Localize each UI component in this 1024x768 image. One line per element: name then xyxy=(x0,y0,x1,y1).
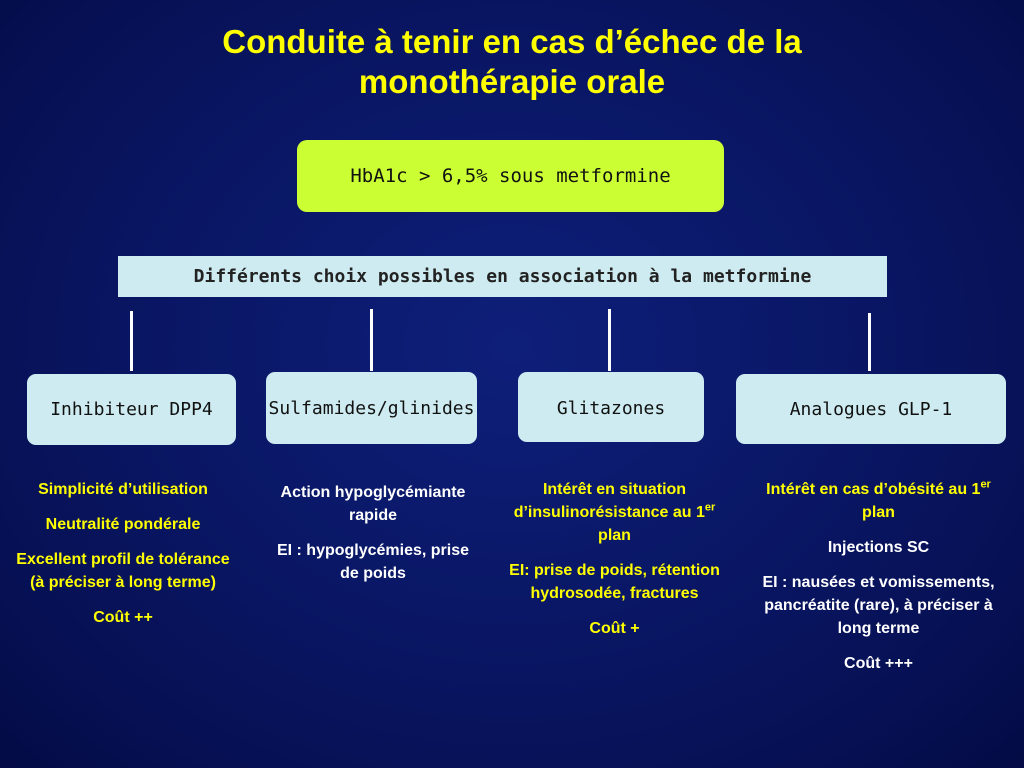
connector-line-sulfamides xyxy=(370,309,373,371)
slide-title-line-2: monothérapie orale xyxy=(358,63,666,100)
option-box-dpp4: Inhibiteur DPP4 xyxy=(27,374,236,445)
note-item: EI: prise de poids, rétention hydrosodée, fractures xyxy=(509,562,720,602)
notes-glp1 xyxy=(756,478,1001,687)
connector-line-glp1 xyxy=(868,313,871,371)
option-box-glp1: Analogues GLP-1 xyxy=(736,374,1006,444)
note-item: Action hypoglycémiante rapide xyxy=(280,484,466,524)
note-item: Neutralité pondérale xyxy=(45,516,201,533)
note-item: Simplicité d’utilisation xyxy=(38,481,208,498)
note-item: Injections SC xyxy=(827,539,930,556)
condition-box: HbA1c > 6,5% sous metformine xyxy=(297,140,724,212)
option-box-sulfamides: Sulfamides/glinides xyxy=(266,372,477,444)
connector-line-glitazones xyxy=(608,309,611,371)
slide-title-line-1: Conduite à tenir en cas d’échec de la xyxy=(222,23,802,60)
notes-sulfamides xyxy=(272,481,474,597)
note-item: Coût + xyxy=(589,620,640,637)
notes-dpp4 xyxy=(10,478,236,641)
option-box-glitazones: Glitazones xyxy=(518,372,704,442)
slide-title xyxy=(0,22,1024,102)
note-item: Intérêt en cas d’obésité au 1er plan xyxy=(766,478,991,521)
connector-line-dpp4 xyxy=(130,311,133,371)
note-item: EI : nausées et vomissements, pancréatite (rare), à préciser à long terme xyxy=(762,574,995,637)
note-item: Coût ++ xyxy=(93,609,153,626)
note-item: Excellent profil de tolérance (à préciser à long terme) xyxy=(16,551,230,591)
choices-header: Différents choix possibles en association à la metformine xyxy=(118,256,887,297)
note-item: EI : hypoglycémies, prise de poids xyxy=(276,542,470,582)
notes-glitazones xyxy=(503,478,726,652)
note-item: Coût +++ xyxy=(844,655,913,672)
note-item: Intérêt en situation d’insulinorésistance au 1er plan xyxy=(513,481,716,544)
